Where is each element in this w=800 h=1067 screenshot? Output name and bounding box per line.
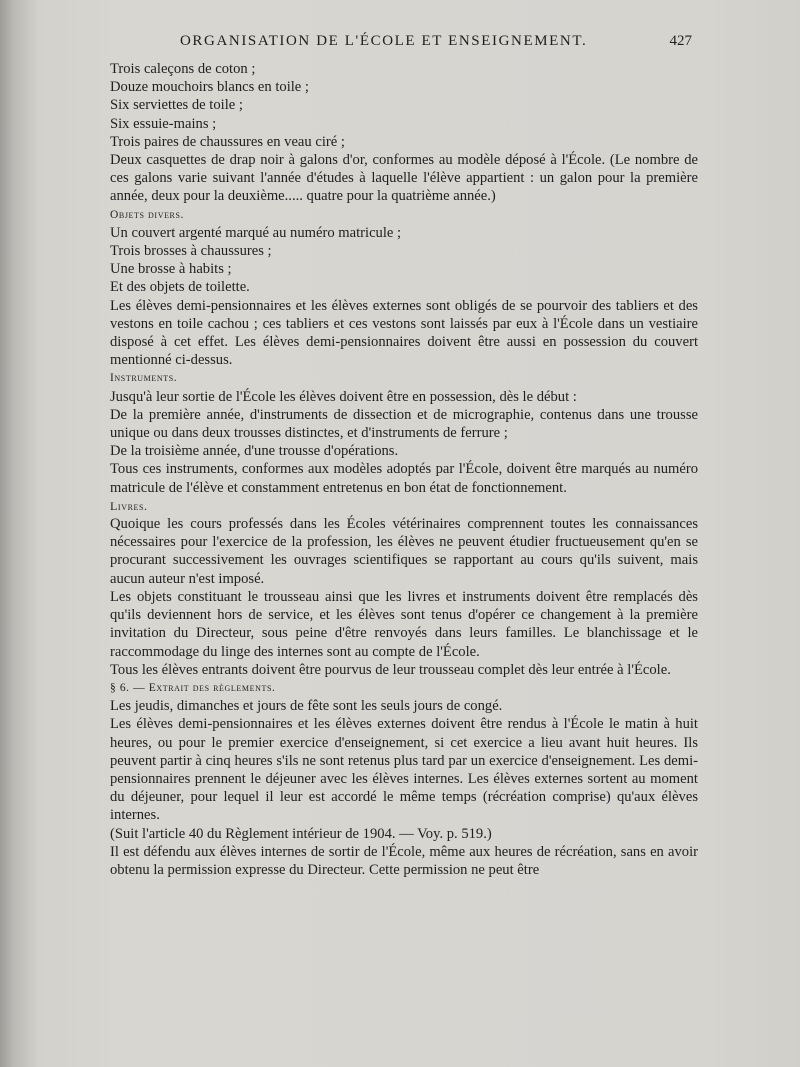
list-item: Six serviettes de toile ;	[110, 97, 243, 114]
livres-paragraph-3: Tous les élèves entrants doivent être pourvus de leur trousseau complet dès leur entrée à l'École.	[110, 661, 671, 678]
instruments-paragraph-1: Jusqu'à leur sortie de l'École les élèves doivent être en possession, dès le début :	[110, 388, 577, 405]
section-heading-objets: Objets divers.	[110, 208, 185, 221]
instruments-paragraph-4: Tous ces instruments, conformes aux modèles adoptés par l'École, doivent être marqués au numéro matricule de l'élève et constamment entretenus en bon état de fonctionnement.	[110, 461, 698, 496]
livres-paragraph-1: Quoique les cours professés dans les Écoles vétérinaires comprennent toutes les connaissances nécessaires pour l'exercice de la profession, les élèves ne peuvent étudier fructueusement qu'en se procurant successivement les ouvrages scientifiques se rapportant au cours qu'ils suivent, mais aucun auteur n'est imposé.	[110, 516, 698, 587]
list-item: Douze mouchoirs blancs en toile ;	[110, 79, 309, 96]
extrait-paragraph-3: (Suit l'article 40 du Règlement intérieur de 1904. — Voy. p. 519.)	[110, 825, 492, 842]
section-heading-livres: Livres.	[110, 498, 148, 513]
page-number: 427	[669, 33, 692, 49]
extrait-paragraph-4: Il est défendu aux élèves internes de sortir de l'École, même aux heures de récréation, sans en avoir obtenu la permission expresse du Directeur. Cette permission ne peut être	[110, 843, 698, 878]
list-item: Un couvert argenté marqué au numéro matricule ;	[110, 224, 402, 241]
extrait-paragraph-2: Les élèves demi-pensionnaires et les élèves externes doivent être rendus à l'École le matin à huit heures, ou pour le premier exercice d'enseignement, si cet exercice a lieu avant huit heures. Ils peuvent partir à cinq heures s'ils ne sont retenus plus tard par un exercice d'enseignement. Les demi-pensionnaires prennent le déjeuner avec les élèves internes. Les élèves externes sortent au moment du déjeuner, pour lequel il leur est accordé le même temps (récréation comprise) qu'aux élèves internes.	[110, 716, 698, 824]
running-head	[108, 33, 698, 55]
list-item: Trois brosses à chaussures ;	[110, 243, 272, 260]
list-item: Et des objets de toilette.	[110, 279, 250, 296]
list-item: Une brosse à habits ;	[110, 261, 232, 278]
livres-paragraph-2: Les objets constituant le trousseau ainsi que les livres et instruments doivent être remplacés dès qu'ils deviennent hors de service, et les élèves sont tenus d'opérer ce changement à la première invitation du Directeur, sous peine d'être renvoyés dans leurs familles. Le blanchissage et le raccommodage du linge des internes sont au compte de l'École.	[110, 588, 698, 660]
objets-paragraph: Les élèves demi-pensionnaires et les élèves externes sont obligés de se pourvoir des tabliers et des vestons en toile cachou ; ces tabliers et ces vestons sont laissés par eux à l'École dans un vestiaire disposé à cet effet. Les élèves demi-pensionnaires doivent être aussi en possession du couvert mentionné ci-dessus.	[110, 297, 698, 369]
instruments-paragraph-3: De la troisième année, d'une trousse d'opérations.	[110, 443, 399, 460]
section-heading-instruments: Instruments.	[110, 372, 178, 385]
instruments-paragraph-2: De la première année, d'instruments de dissection et de micrographie, contenus dans une trousse unique ou dans deux trousses distinctes, et d'instruments de ferrure ;	[110, 406, 698, 442]
list-item: Trois caleçons de coton ;	[110, 61, 256, 77]
list-item: Trois paires de chaussures en veau ciré ;	[110, 133, 345, 150]
running-title: ORGANISATION DE L'ÉCOLE ET ENSEIGNEMENT.	[180, 33, 588, 49]
extrait-paragraph-1: Les jeudis, dimanches et jours de fête sont les seuls jours de congé.	[110, 698, 503, 715]
casquettes-paragraph: Deux casquettes de drap noir à galons d'or, conformes au modèle déposé à l'École. (Le nombre de ces galons varie suivant l'année d'études à laquelle l'élève appartient : un galon pour la première année, deux pour la deuxième..... quatre pour la quatrième année.)	[110, 152, 698, 205]
section-heading-extrait: § 6. — Extrait des règlements.	[110, 681, 276, 694]
page-body	[110, 60, 698, 879]
list-item: Six essuie-mains ;	[110, 115, 217, 132]
